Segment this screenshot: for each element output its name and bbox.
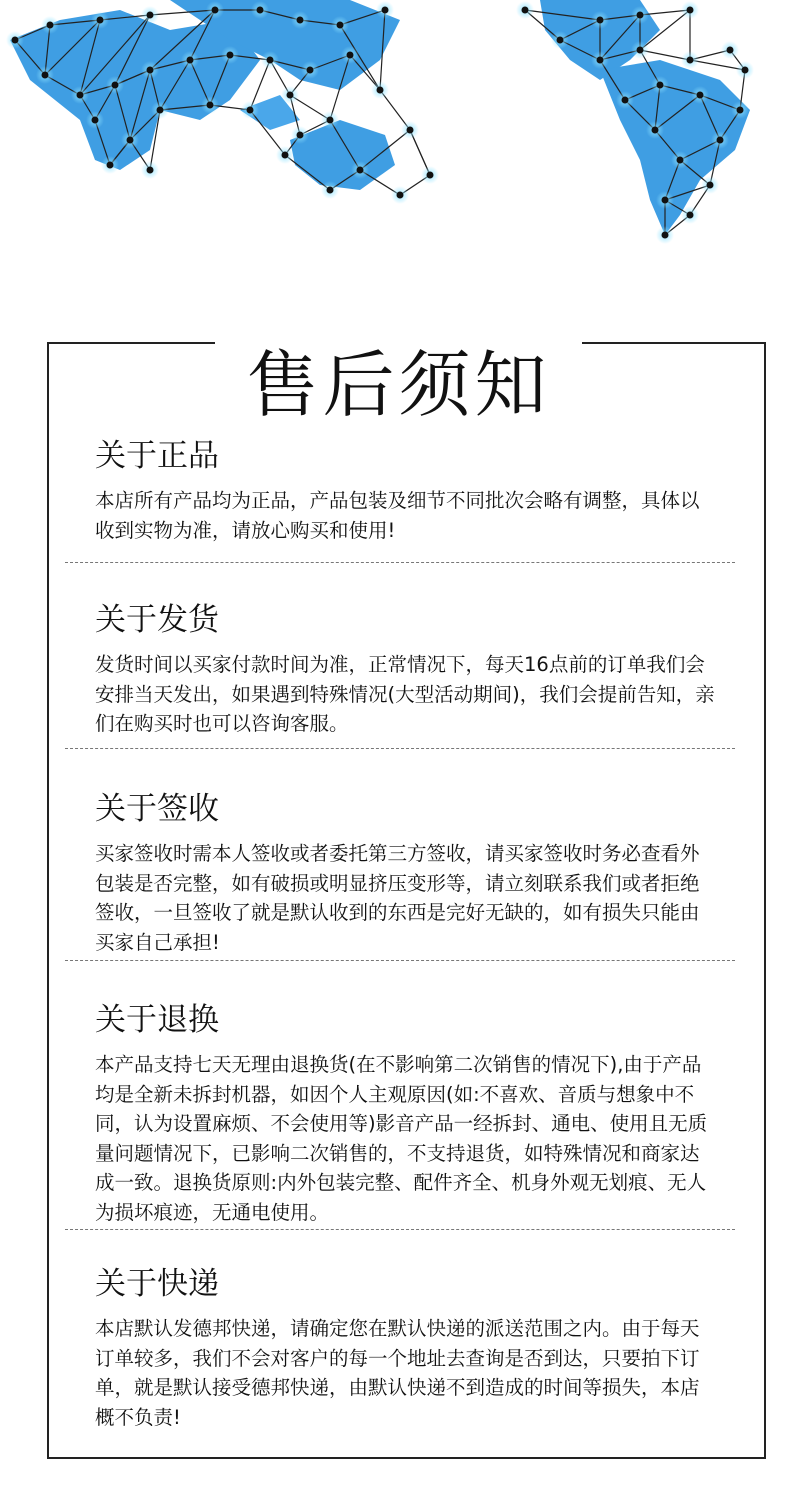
page-title: 售后须知 xyxy=(246,343,551,428)
map-landmass xyxy=(10,0,750,235)
divider xyxy=(65,1229,735,1230)
section-body: 买家签收时需本人签收或者委托第三方签收，请买家签收时务必查看外包装是否完整，如有破损或明显挤压变形等，请立刻联系我们或者拒绝签收，一旦签收了就是默认收到的东西是完好无缺的，如有损失只能由买家自己承担! xyxy=(95,842,700,954)
section-body: 本店默认发德邦快递，请确定您在默认快递的派送范围之内。由于每天订单较多，我们不会对客户的每一个地址去查询是否到达，只要拍下订单，就是默认接受德邦快递，由默认快递不到造成的时间等损失，本店概不负责! xyxy=(95,1317,700,1429)
divider xyxy=(65,562,735,563)
section-signing xyxy=(95,789,715,957)
section-heading: 关于快递 xyxy=(95,1266,219,1302)
section-returns xyxy=(95,1000,715,1227)
section-shipping xyxy=(95,600,715,739)
section-body: 发货时间以买家付款时间为准，正常情况下，每天16点前的订单我们会安排当天发出，如果遇到特殊情况(大型活动期间)，我们会提前告知，亲们在购买时也可以咨询客服。 xyxy=(95,653,715,735)
section-body: 本产品支持七天无理由退换货(在不影响第二次销售的情况下),由于产品均是全新未拆封机器，如因个人主观原因(如:不喜欢、音质与想象中不同，认为设置麻烦、不会使用等)影音产品一经拆封、通电、使用且无质量问题情况下，已影响二次销售的，不支持退货，如特殊情况和商家达成一致。退换货原则:内外包装完整、配件齐全、机身外观无划痕、无人为损坏痕迹，无通电使用。 xyxy=(95,1053,708,1224)
section-heading: 关于签收 xyxy=(95,791,219,827)
section-heading: 关于正品 xyxy=(95,438,219,474)
section-heading: 关于退换 xyxy=(95,1002,219,1038)
section-express xyxy=(95,1264,715,1432)
world-network-banner xyxy=(0,0,800,260)
section-body: 本店所有产品均为正品，产品包装及细节不同批次会略有调整，具体以收到实物为准，请放心购买和使用! xyxy=(95,489,700,542)
section-authentic xyxy=(95,436,715,545)
section-heading: 关于发货 xyxy=(95,602,219,638)
divider xyxy=(65,960,735,961)
divider xyxy=(65,748,735,749)
